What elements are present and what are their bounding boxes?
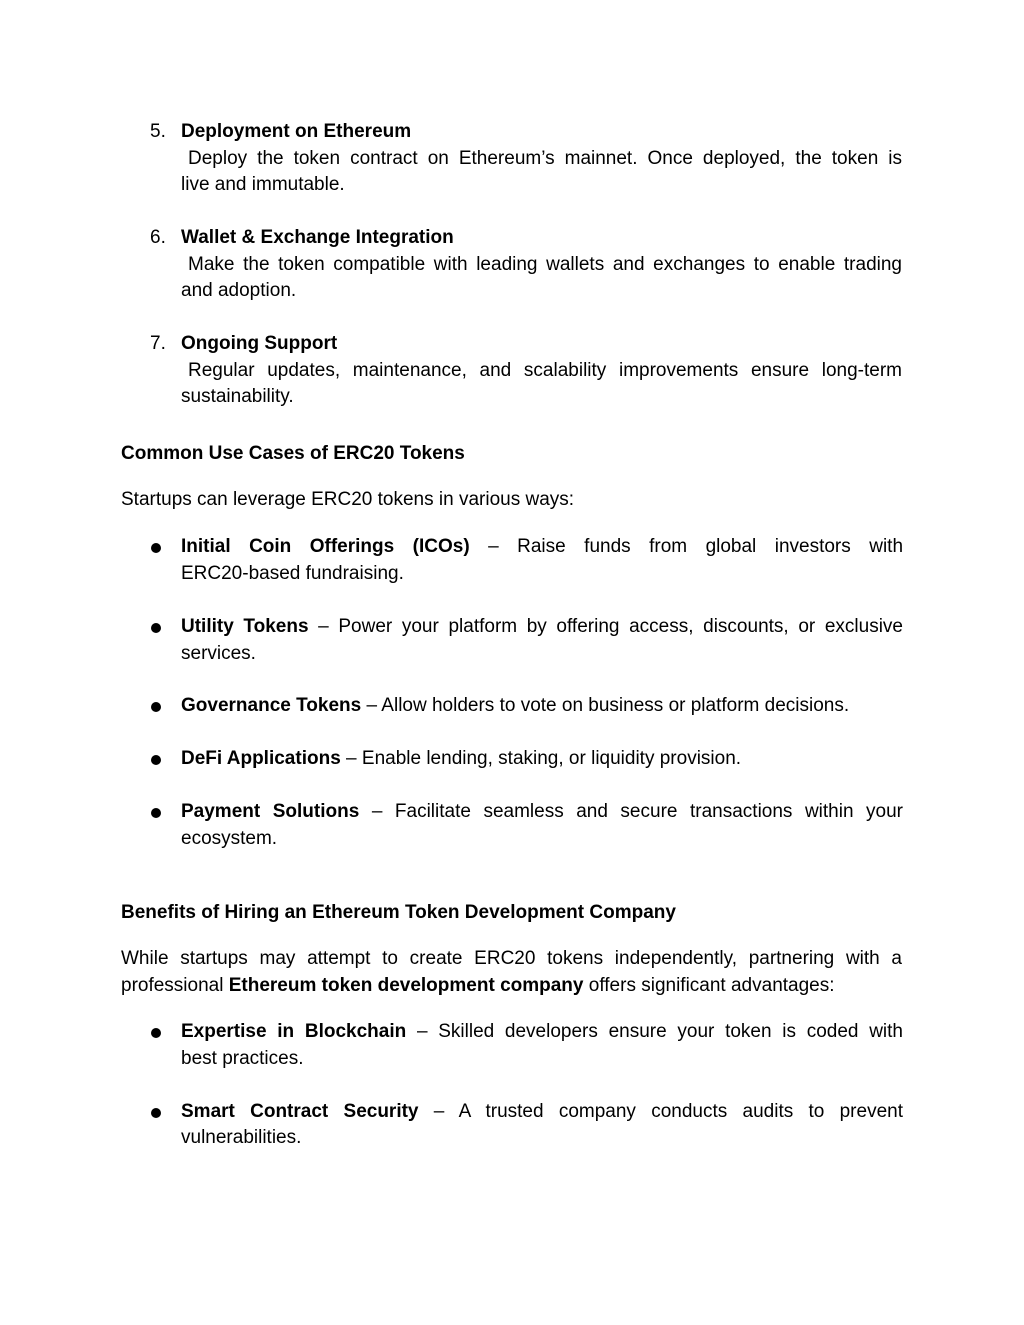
section-heading-use-cases: Common Use Cases of ERC20 Tokens xyxy=(121,443,465,464)
item-title: Governance Tokens xyxy=(181,695,362,716)
item-title: Expertise in Blockchain xyxy=(181,1021,407,1042)
bullet-icon xyxy=(151,623,161,633)
item-title: Payment Solutions xyxy=(181,801,360,822)
item-description: – Facilitate seamless and secure transactions within your xyxy=(371,801,904,822)
item-description: – A trusted company conducts audits to prevent xyxy=(433,1101,903,1122)
intro-bold-text: Ethereum token development company xyxy=(228,975,584,996)
item-description-line: ERC20-based fundraising. xyxy=(181,563,404,584)
bullet-icon xyxy=(151,702,161,712)
step-title: Wallet & Exchange Integration xyxy=(181,227,454,248)
section-heading-benefits: Benefits of Hiring an Ethereum Token Development Company xyxy=(121,902,676,923)
item-description-line: best practices. xyxy=(181,1048,304,1069)
item-title: DeFi Applications xyxy=(181,748,341,769)
item-description-line: vulnerabilities. xyxy=(181,1127,302,1148)
item-description: – Allow holders to vote on business or platform decisions. xyxy=(366,695,850,716)
item-title: Smart Contract Security xyxy=(181,1101,419,1122)
bullet-icon xyxy=(151,1028,161,1038)
bullet-icon xyxy=(151,1108,161,1118)
step-description-line: Deploy the token contract on Ethereum’s mainnet. Once deployed, the token is xyxy=(188,148,902,169)
step-description-line: Make the token compatible with leading wallets and exchanges to enable trading xyxy=(188,254,902,275)
step-number: 5. xyxy=(150,121,166,142)
item-description: – Raise funds from global investors with xyxy=(488,536,904,557)
step-number: 6. xyxy=(150,227,166,248)
intro-text: offers significant advantages: xyxy=(588,975,835,996)
benefits-intro-line: While startups may attempt to create ERC20 tokens independently, partnering with a xyxy=(121,948,902,969)
step-description-line: live and immutable. xyxy=(181,174,345,195)
step-description-line: Regular updates, maintenance, and scalability improvements ensure long-term xyxy=(188,360,902,381)
step-number: 7. xyxy=(150,333,166,354)
bullet-icon xyxy=(151,808,161,818)
item-description-line: ecosystem. xyxy=(181,828,278,849)
item-title: Utility Tokens xyxy=(181,616,309,637)
item-description-line: services. xyxy=(181,643,256,664)
item-title: Initial Coin Offerings (ICOs) xyxy=(181,536,470,557)
intro-text: professional xyxy=(121,975,224,996)
use-cases-intro: Startups can leverage ERC20 tokens in various ways: xyxy=(121,489,575,510)
item-description: – Skilled developers ensure your token is coded with xyxy=(416,1021,903,1042)
benefits-intro-line xyxy=(121,973,835,999)
step-description-line: and adoption. xyxy=(181,280,297,301)
item-description: – Power your platform by offering access, discounts, or exclusive xyxy=(318,616,903,637)
step-description-line: sustainability. xyxy=(181,386,294,407)
item-description: – Enable lending, staking, or liquidity provision. xyxy=(346,748,742,769)
bullet-icon xyxy=(151,543,161,553)
bullet-icon xyxy=(151,755,161,765)
step-title: Deployment on Ethereum xyxy=(181,121,412,142)
step-title: Ongoing Support xyxy=(181,333,338,354)
